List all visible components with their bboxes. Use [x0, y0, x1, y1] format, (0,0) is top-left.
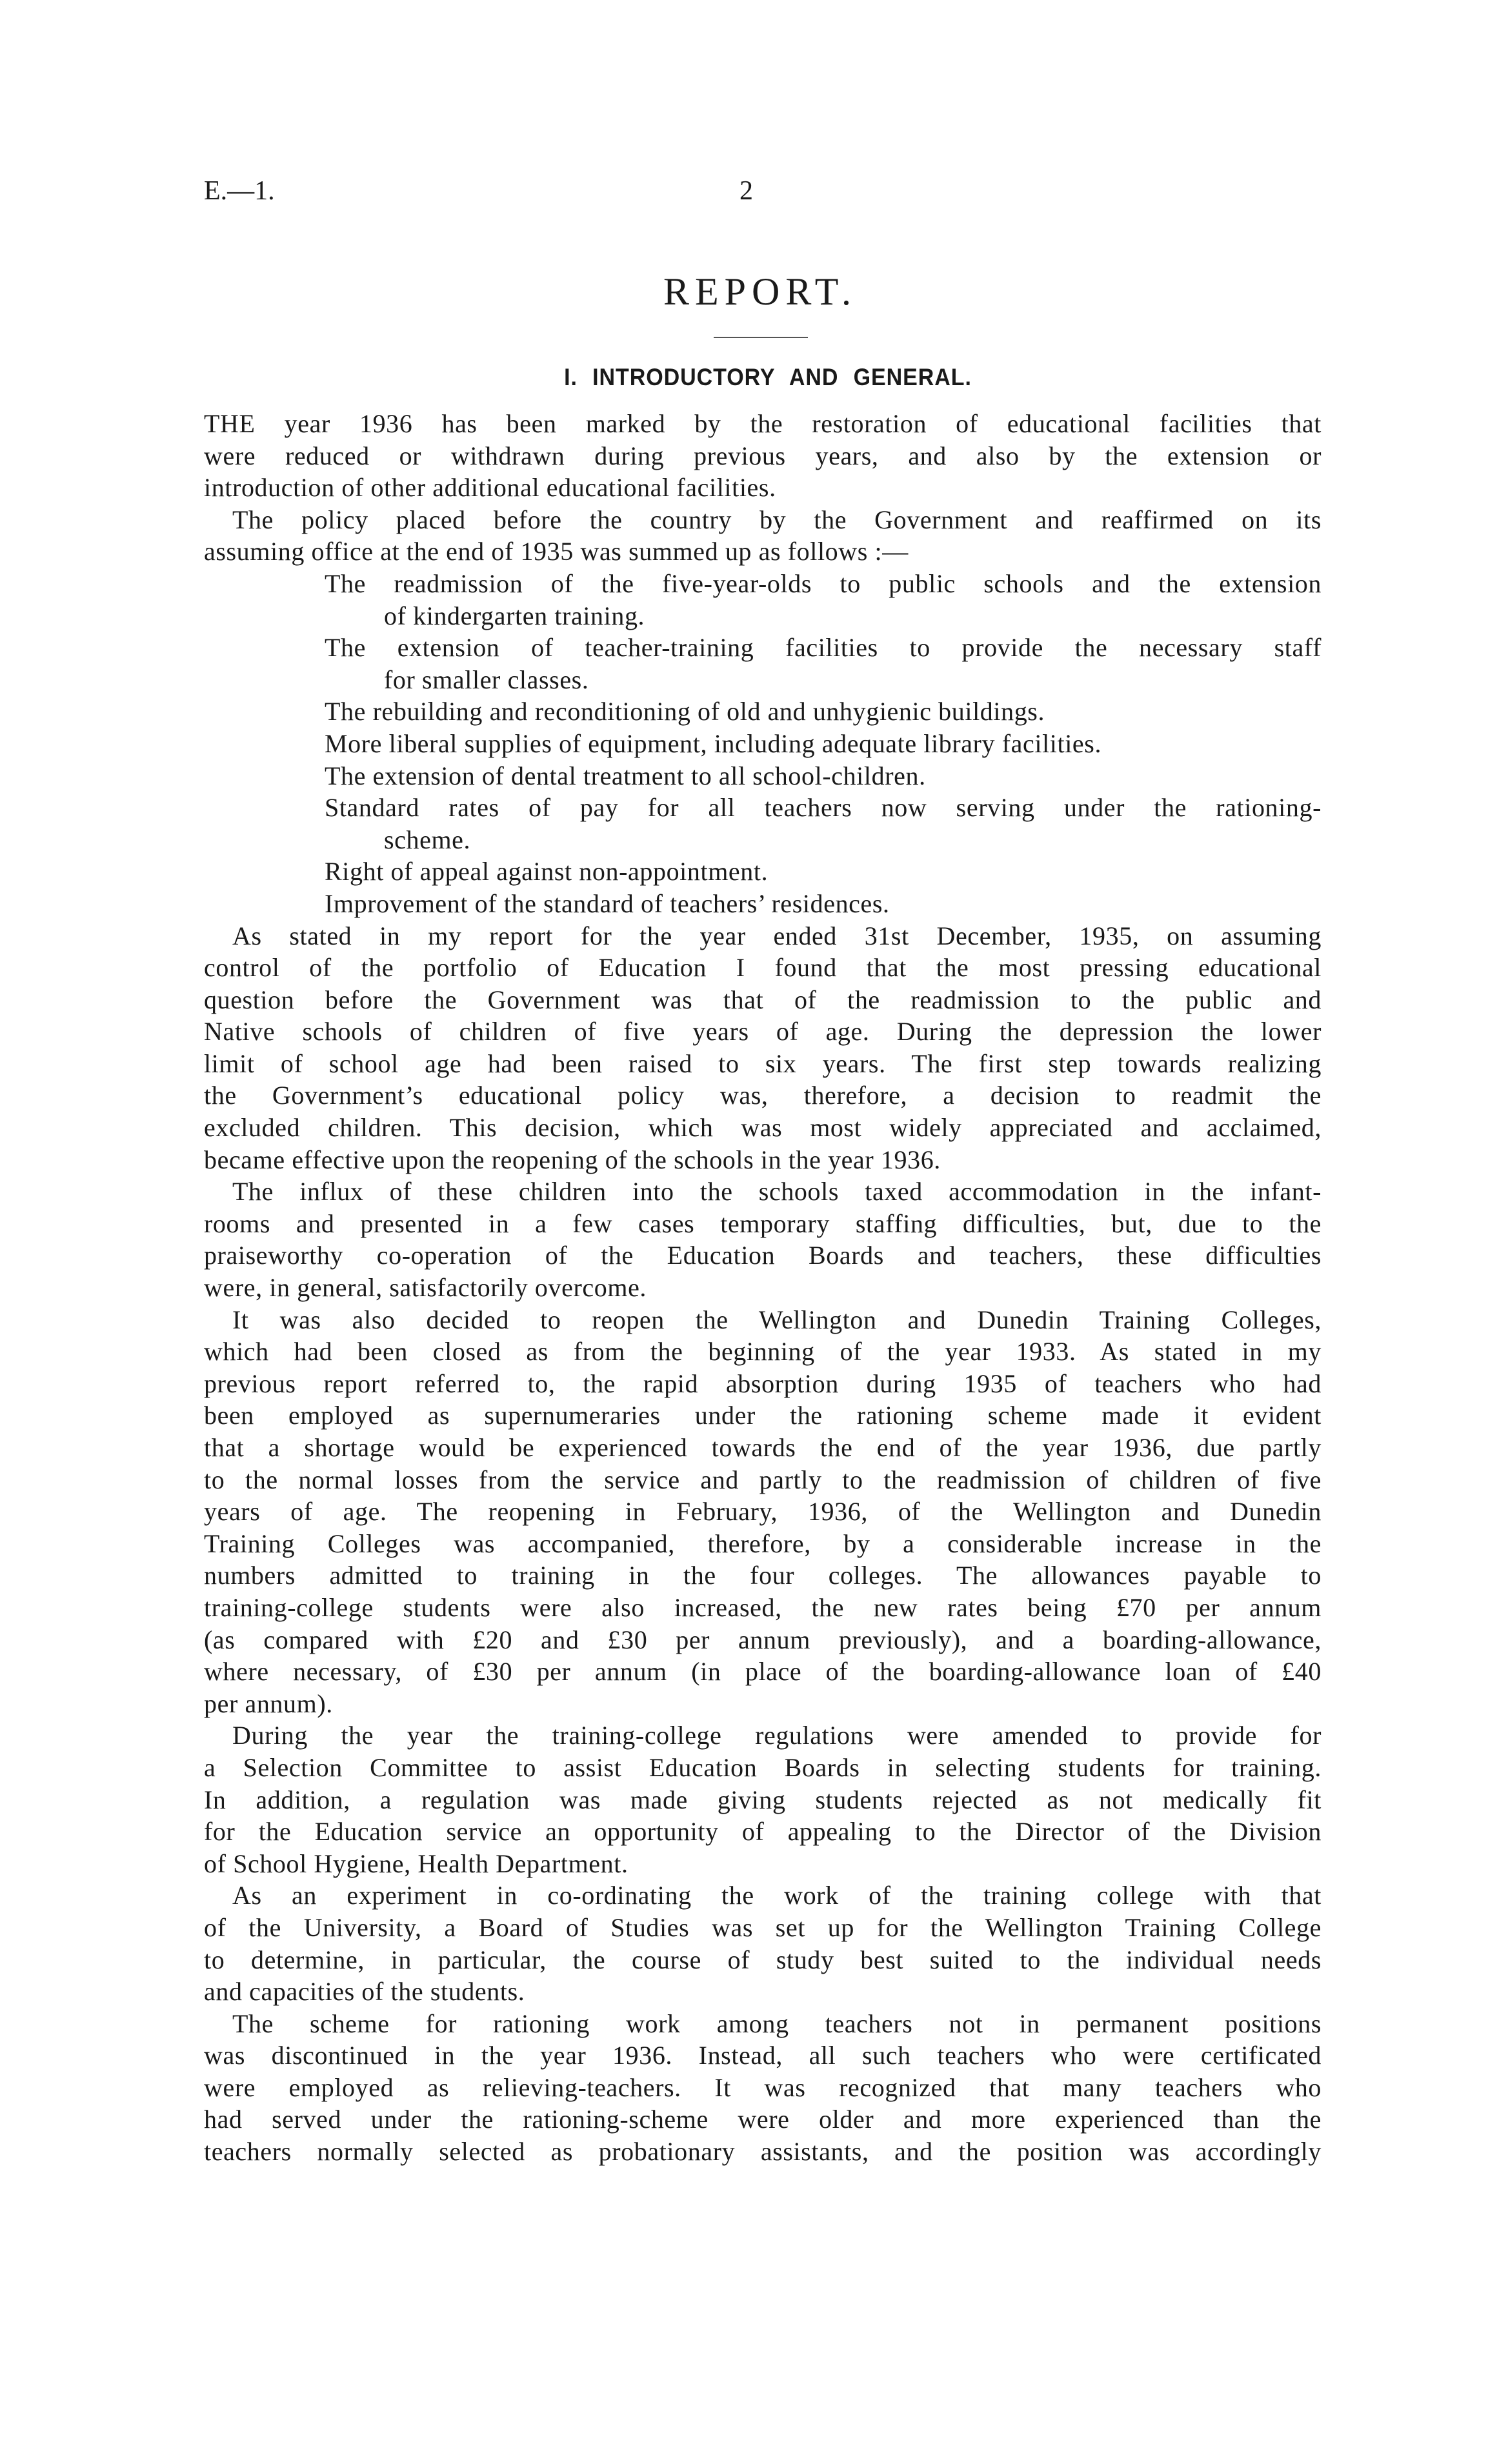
text-line: previous report referred to, the rapid absorption during 1935 of teachers who had: [204, 1368, 1322, 1398]
text-line: which had been closed as from the beginning of the year 1933. As stated in my: [204, 1337, 1322, 1367]
text-line: (as compared with £20 and £30 per annum previously), and a boarding-allowance,: [204, 1625, 1322, 1654]
text-line: had served under the rationing-scheme were older and more experienced than the: [204, 2105, 1322, 2134]
text-line: rooms and presented in a few cases temporary staffing difficulties, but, due to the: [204, 1208, 1322, 1238]
text-line: As an experiment in co-ordinating the work of the training college with that: [232, 1881, 1322, 1910]
text-line: praiseworthy co-operation of the Education Boards and teachers, these difficulties: [204, 1241, 1322, 1270]
text-line: Standard rates of pay for all teachers now serving under the rationing-: [325, 793, 1322, 823]
text-line: of School Hygiene, Health Department.: [204, 1848, 628, 1878]
text-line: a Selection Committee to assist Education Boards in selecting students for training.: [204, 1752, 1322, 1782]
text-line: The extension of teacher-training facilities to provide the necessary staff: [325, 633, 1322, 663]
text-line: was discontinued in the year 1936. Instead, all such teachers who were certificated: [204, 2041, 1322, 2070]
text-line: to the normal losses from the service and partly to the readmission of children of five: [204, 1465, 1322, 1494]
paragraph: [204, 920, 1322, 1176]
text-line: and capacities of the students.: [204, 1977, 525, 2007]
text-line: for smaller classes.: [384, 665, 589, 694]
text-line: assuming office at the end of 1935 was summed up as follows :—: [204, 537, 909, 566]
text-line: were, in general, satisfactorily overcome.: [204, 1273, 647, 1303]
text-line: per annum).: [204, 1688, 333, 1718]
paragraph: [204, 2008, 1322, 2168]
text-line: question before the Government was that of the readmission to the public and: [204, 985, 1322, 1014]
text-line: where necessary, of £30 per annum (in place of the boarding-allowance loan of £40: [204, 1657, 1322, 1687]
text-line: years of age. The reopening in February, 1936, of the Wellington and Dunedin: [204, 1497, 1322, 1527]
text-line: of kindergarten training.: [384, 601, 645, 630]
text-line: to determine, in particular, the course of study best suited to the individual needs: [204, 1945, 1322, 1974]
list-item: [204, 888, 1322, 920]
text-line: were reduced or withdrawn during previous years, and also by the extension or: [204, 441, 1322, 470]
text-line: In addition, a regulation was made giving students rejected as not medically fit: [204, 1785, 1322, 1814]
list-item: [204, 728, 1322, 760]
text-line: excluded children. This decision, which was most widely appreciated and acclaimed,: [204, 1113, 1322, 1143]
text-line: became effective upon the reopening of the schools in the year 1936.: [204, 1145, 941, 1174]
text-line: that a shortage would be experienced towards the end of the year 1936, due partly: [204, 1433, 1322, 1462]
text-line: numbers admitted to training in the four colleges. The allowances payable to: [204, 1561, 1322, 1590]
list-item: [204, 568, 1322, 632]
list-item: [204, 760, 1322, 792]
text-line: The policy placed before the country by the Government and reaffirmed on its: [232, 505, 1322, 534]
paragraph: [204, 504, 1322, 568]
section-heading: I. INTRODUCTORY AND GENERAL.: [564, 364, 972, 390]
paragraph: [204, 1304, 1322, 1720]
text-line: The readmission of the five-year-olds to public schools and the extension: [325, 568, 1322, 598]
text-line: THE year 1936 has been marked by the restoration of educational facilities that: [204, 409, 1322, 438]
report-title: REPORT.: [663, 270, 857, 313]
text-line: scheme.: [384, 825, 471, 854]
text-line: limit of school age had been raised to six years. The first step towards realizing: [204, 1048, 1322, 1078]
title-rule: [714, 337, 808, 338]
text-line: Improvement of the standard of teachers’ residences.: [325, 888, 890, 918]
text-line: the Government’s educational policy was, therefore, a decision to readmit the: [204, 1081, 1322, 1110]
text-line: teachers normally selected as probationary assistants, and the position was accordingly: [204, 2137, 1322, 2167]
text-line: of the University, a Board of Studies was set up for the Wellington Training College: [204, 1912, 1322, 1942]
list-item: [204, 632, 1322, 696]
text-line: The rebuilding and reconditioning of old and unhygienic buildings.: [325, 697, 1045, 726]
text-line: The scheme for rationing work among teachers not in permanent positions: [232, 2008, 1322, 2038]
paragraph: [204, 1176, 1322, 1303]
document-reference: E.—1.: [204, 176, 275, 206]
text-line: It was also decided to reopen the Wellington and Dunedin Training Colleges,: [232, 1305, 1322, 1334]
paragraph: [204, 1879, 1322, 2007]
text-line: been employed as supernumeraries under the rationing scheme made it evident: [204, 1401, 1322, 1430]
text-line: training-college students were also increased, the new rates being £70 per annum: [204, 1592, 1322, 1622]
text-line: Training Colleges was accompanied, therefore, by a considerable increase in the: [204, 1528, 1322, 1558]
text-line: introduction of other additional educational facilities.: [204, 473, 776, 503]
page-number: 2: [739, 176, 753, 206]
list-item: [204, 696, 1322, 728]
text-line: control of the portfolio of Education I found that the most pressing educational: [204, 953, 1322, 983]
paragraph: [204, 1719, 1322, 1879]
list-item: [204, 792, 1322, 856]
policy-list: [204, 568, 1322, 920]
text-line: Native schools of children of five years of age. During the depression the lower: [204, 1017, 1322, 1047]
text-line: More liberal supplies of equipment, including adequate library facilities.: [325, 728, 1102, 758]
paragraph: [204, 408, 1322, 504]
text-line: As stated in my report for the year ended 31st December, 1935, on assuming: [232, 921, 1322, 950]
text-line: were employed as relieving-teachers. It was recognized that many teachers who: [204, 2072, 1322, 2102]
text-line: The influx of these children into the schools taxed accommodation in the infant-: [232, 1177, 1322, 1207]
text-line: for the Education service an opportunity of appealing to the Director of the Division: [204, 1817, 1322, 1847]
report-body: [204, 408, 1322, 2168]
text-line: During the year the training-college regulations were amended to provide for: [232, 1721, 1322, 1750]
text-line: Right of appeal against non-appointment.: [325, 857, 769, 886]
text-line: The extension of dental treatment to all school-children.: [325, 761, 926, 790]
list-item: [204, 856, 1322, 888]
